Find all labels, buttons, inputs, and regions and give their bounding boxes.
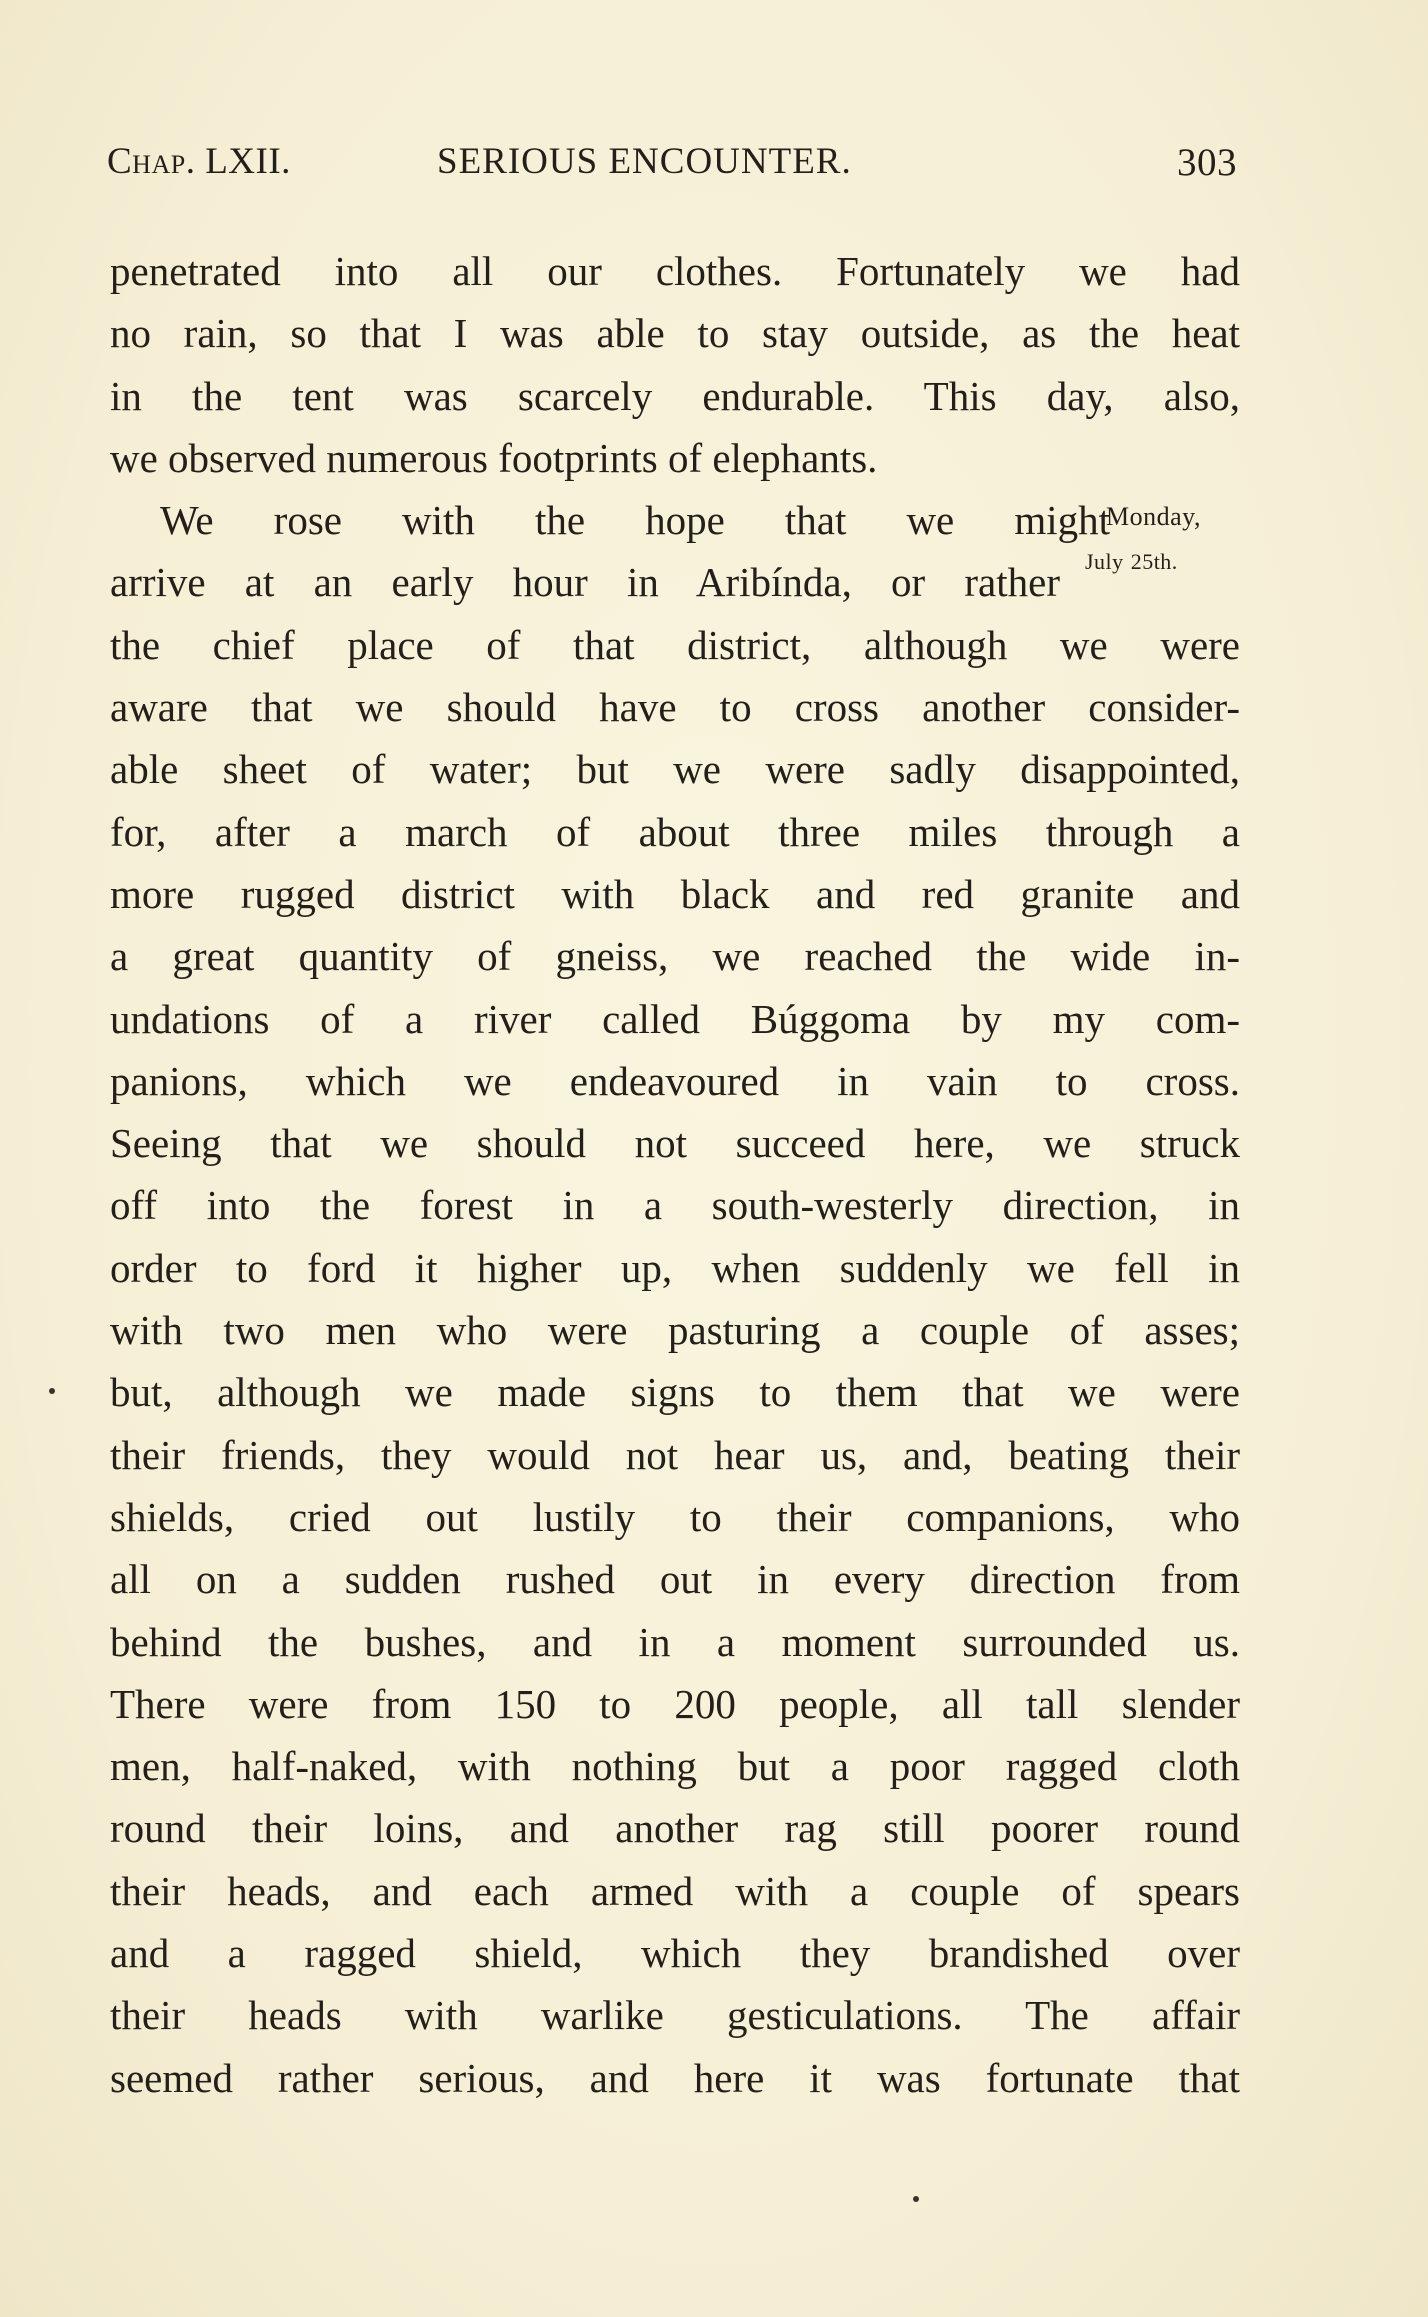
text-line: We rose with the hope that we might [160,497,1110,544]
text-line: undations of a river called Búggoma by my com- [110,995,1240,1042]
text-line: the chief place of that district, although we were [110,621,1240,668]
chapter-label: Chap. LXII. [107,141,291,182]
text-line: in the tent was scarcely endurable. This day, also, [110,372,1240,419]
text-line: all on a sudden rushed out in every direction from [110,1556,1240,1603]
text-line: off into the forest in a south-westerly direction, in [110,1182,1240,1229]
paper-speck [49,1388,55,1394]
text-line: Seeing that we should not succeed here, we struck [110,1120,1240,1167]
text-line: aware that we should have to cross another consider- [110,684,1240,731]
running-head [107,140,1237,190]
text-line: their heads, and each armed with a couple of spears [110,1867,1240,1914]
body-text [110,240,1240,2109]
text-line: There were from 150 to 200 people, all tall slender [110,1680,1240,1727]
text-line: more rugged district with black and red granite and [110,870,1240,917]
text-line: seemed rather serious, and here it was fortunate that [110,2054,1240,2101]
text-line: arrive at an early hour in Aribínda, or rather [110,559,1060,606]
text-line: and a ragged shield, which they brandished over [110,1930,1240,1977]
margin-note-date [1085,549,1178,586]
page-title: SERIOUS ENCOUNTER. [437,141,852,182]
text-line: a great quantity of gneiss, we reached the wide in- [110,933,1240,980]
text-line: their friends, they would not hear us, and, beating their [110,1431,1240,1478]
margin-note-day [1106,502,1201,532]
margin-note-month: July [1085,549,1124,574]
text-line: penetrated into all our clothes. Fortunately we had [110,248,1240,294]
text-line: their heads with warlike gesticulations. The affair [110,1992,1240,2039]
text-line: we observed numerous footprints of elephants. [110,434,878,481]
text-line: no rain, so that I was able to stay outside, as the heat [110,310,1240,357]
text-line: panions, which we endeavoured in vain to cross. [110,1057,1240,1104]
text-line: order to ford it higher up, when suddenly we fell in [110,1244,1240,1291]
paper-speck [913,2196,919,2202]
text-line: with two men who were pasturing a couple of asses; [110,1307,1240,1354]
text-line: round their loins, and another rag still poorer round [110,1805,1240,1852]
page-number: 303 [1177,141,1237,184]
margin-note-day-text: Monday, [1106,502,1201,531]
text-line: behind the bushes, and in a moment surrounded us. [110,1618,1240,1665]
margin-note-date-text: 25th. [1130,549,1178,574]
text-line: men, half-naked, with nothing but a poor ragged cloth [110,1743,1240,1790]
text-line: able sheet of water; but we were sadly disappointed, [110,746,1240,793]
text-line: for, after a march of about three miles through a [110,808,1240,855]
text-line: shields, cried out lustily to their companions, who [110,1493,1240,1540]
text-line: but, although we made signs to them that we were [110,1369,1240,1416]
